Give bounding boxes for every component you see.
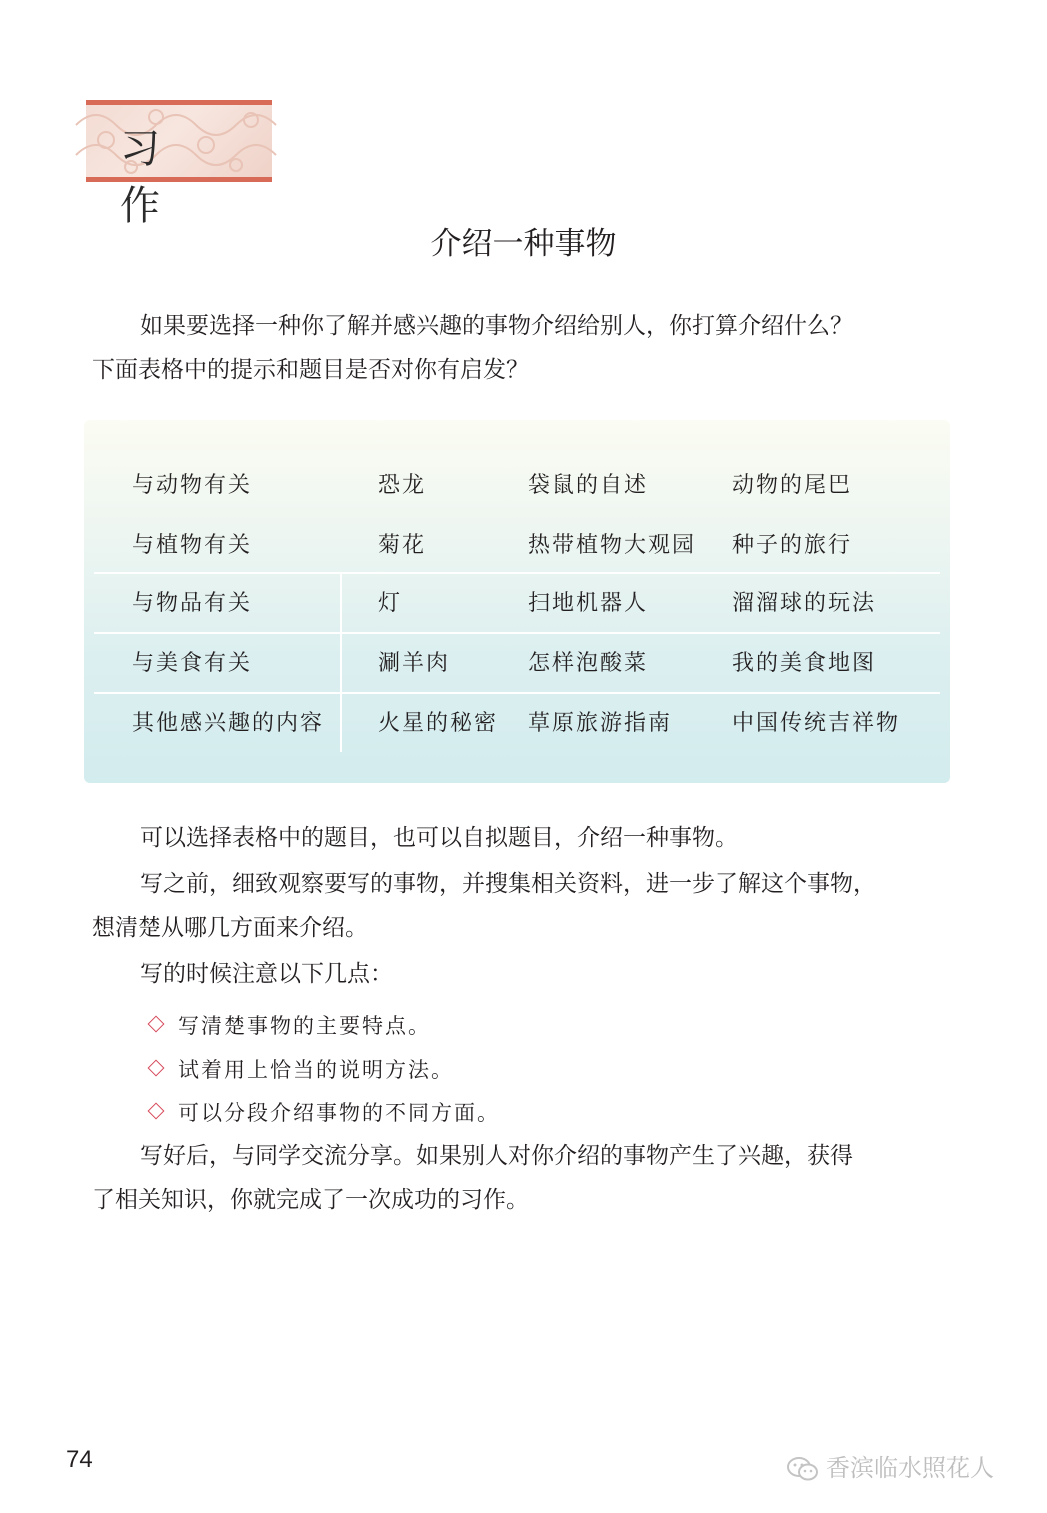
bullet-text: 写清楚事物的主要特点。 bbox=[178, 1014, 431, 1038]
table-cell: 与物品有关 bbox=[132, 591, 253, 616]
bullet-text: 可以分段介绍事物的不同方面。 bbox=[178, 1101, 500, 1125]
body-paragraph: 想清楚从哪几方面来介绍。 bbox=[92, 915, 368, 941]
table-row bbox=[84, 454, 950, 512]
table-cell: 袋鼠的自述 bbox=[528, 473, 649, 498]
table-column-divider bbox=[340, 572, 342, 752]
intro-paragraph-line1: 如果要选择一种你了解并感兴趣的事物介绍给别人，你打算介绍什么？ bbox=[140, 313, 853, 339]
table-row bbox=[84, 572, 950, 630]
table-row bbox=[84, 692, 950, 750]
table-cell: 热带植物大观园 bbox=[528, 533, 697, 558]
watermark bbox=[786, 1448, 994, 1484]
body-paragraph: 写好后，与同学交流分享。如果别人对你介绍的事物产生了兴趣，获得 bbox=[140, 1143, 853, 1169]
table-cell: 怎样泡酸菜 bbox=[528, 651, 649, 676]
table-row bbox=[84, 632, 950, 690]
table-cell: 灯 bbox=[378, 591, 403, 616]
bullet-text: 试着用上恰当的说明方法。 bbox=[178, 1058, 454, 1082]
topic-table bbox=[84, 420, 950, 783]
bullet-item bbox=[148, 1010, 431, 1040]
table-cell: 草原旅游指南 bbox=[528, 711, 673, 736]
table-cell: 其他感兴趣的内容 bbox=[132, 711, 325, 736]
table-cell: 种子的旅行 bbox=[732, 533, 853, 558]
table-cell: 与动物有关 bbox=[132, 473, 253, 498]
section-banner bbox=[86, 100, 272, 229]
table-cell: 涮羊肉 bbox=[378, 651, 451, 676]
table-cell: 火星的秘密 bbox=[378, 711, 499, 736]
page-title: 介绍一种事物 bbox=[430, 226, 617, 262]
wechat-icon bbox=[786, 1455, 820, 1483]
body-paragraph: 写的时候注意以下几点： bbox=[140, 961, 393, 987]
banner-title: 习 作 bbox=[120, 126, 190, 229]
diamond-bullet-icon bbox=[148, 1103, 165, 1120]
table-cell: 我的美食地图 bbox=[732, 651, 877, 676]
table-cell: 溜溜球的玩法 bbox=[732, 591, 877, 616]
table-cell: 动物的尾巴 bbox=[732, 473, 853, 498]
bullet-item bbox=[148, 1097, 500, 1127]
table-cell: 与美食有关 bbox=[132, 651, 253, 676]
body-paragraph: 写之前，细致观察要写的事物，并搜集相关资料，进一步了解这个事物， bbox=[140, 871, 876, 897]
table-cell: 扫地机器人 bbox=[528, 591, 649, 616]
table-row bbox=[84, 514, 950, 572]
watermark-text: 香滨临水照花人 bbox=[826, 1454, 994, 1482]
body-paragraph: 了相关知识，你就完成了一次成功的习作。 bbox=[92, 1187, 529, 1213]
table-cell: 恐龙 bbox=[378, 473, 427, 498]
intro-paragraph-line2: 下面表格中的提示和题目是否对你有启发？ bbox=[92, 357, 529, 383]
page-number: 74 bbox=[66, 1446, 93, 1473]
table-cell: 中国传统吉祥物 bbox=[732, 711, 901, 736]
diamond-bullet-icon bbox=[148, 1060, 165, 1077]
table-cell: 菊花 bbox=[378, 533, 427, 558]
body-paragraph: 可以选择表格中的题目，也可以自拟题目，介绍一种事物。 bbox=[140, 825, 738, 851]
table-cell: 与植物有关 bbox=[132, 533, 253, 558]
bullet-item bbox=[148, 1054, 454, 1084]
diamond-bullet-icon bbox=[148, 1016, 165, 1033]
